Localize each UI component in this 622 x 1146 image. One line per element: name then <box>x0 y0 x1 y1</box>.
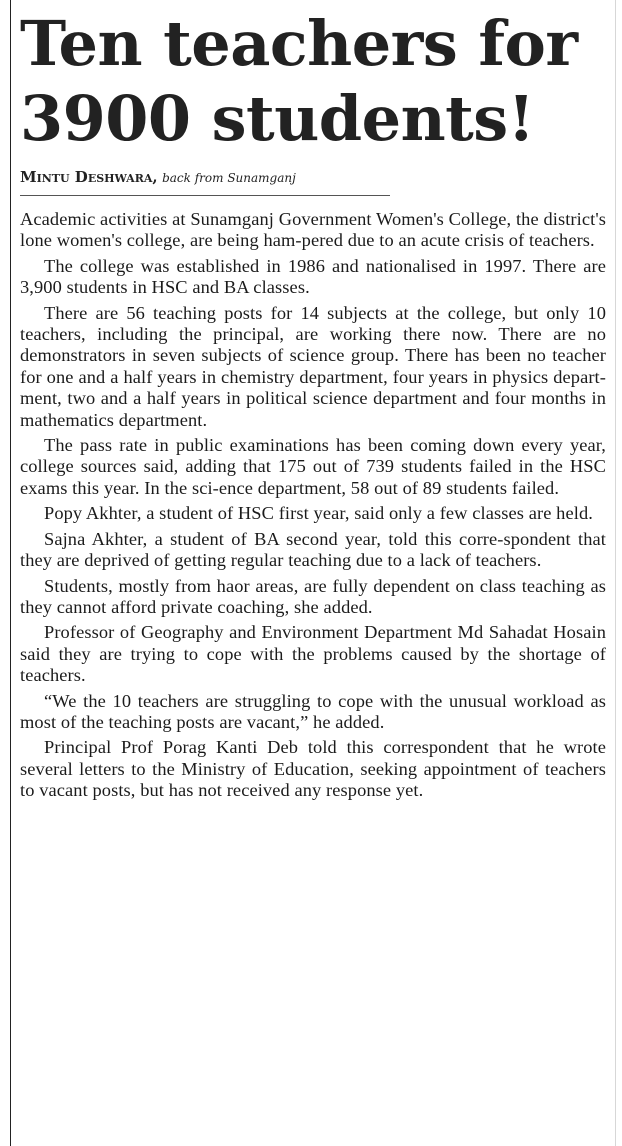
byline-location: back from Sunamganj <box>162 171 296 185</box>
article-column <box>20 6 606 802</box>
paragraph-9: “We the 10 teachers are struggling to cope with the unusual workload as most of the teaching posts are vacant,” he added. <box>20 690 606 732</box>
paragraph-3: There are 56 teaching posts for 14 subjects at the college, but only 10 teachers, including the principal, are working there now. There are no demonstrators in seven subjects of science group. There has been no teacher for one and a half years in chemistry department, four years in physics depart-ment, two and a half years in political science department and four months in mathematics department. <box>20 302 606 430</box>
paragraph-4: The pass rate in public examinations has been coming down every year, college sources said, adding that 175 out of 739 students failed in the HSC exams this year. In the sci-ence department, 58 out of 89 students failed. <box>20 435 606 498</box>
headline-line-1: Ten teachers for <box>20 7 578 80</box>
byline-author: Mintu Deshwara, <box>20 168 158 186</box>
paragraph-6: Sajna Akhter, a student of BA second year, told this corre-spondent that they are deprived of getting regular teaching due to a lack of teachers. <box>20 528 606 571</box>
paragraph-5: Popy Akhter, a student of HSC first year, said only a few classes are held. <box>44 503 593 524</box>
paragraph-8: Professor of Geography and Environment Department Md Sahadat Hosain said they are trying to cope with the problems caused by the shortage of teachers. <box>20 622 606 686</box>
paragraph-2: The college was established in 1986 and nationalised in 1997. There are 3,900 students in HSC and BA classes. <box>20 255 606 298</box>
byline-divider <box>20 195 390 196</box>
paragraph-10: Principal Prof Porag Kanti Deb told this correspondent that he wrote several letters to the Ministry of Education, seeking appointment of teachers to vacant posts, but has not received any response yet. <box>20 737 606 801</box>
headline-line-2: 3900 students! <box>20 82 535 155</box>
headline <box>20 6 606 156</box>
right-column-rule <box>615 0 616 1146</box>
article-body <box>20 209 606 802</box>
paragraph-7: Students, mostly from haor areas, are fully dependent on class teaching as they cannot afford private coaching, she added. <box>20 575 606 617</box>
paragraph-1: Academic activities at Sunamganj Government Women's College, the district's lone women's college, are being ham-pered due to an acute crisis of teachers. <box>20 209 606 251</box>
byline <box>20 168 606 187</box>
left-column-rule <box>10 0 11 1146</box>
